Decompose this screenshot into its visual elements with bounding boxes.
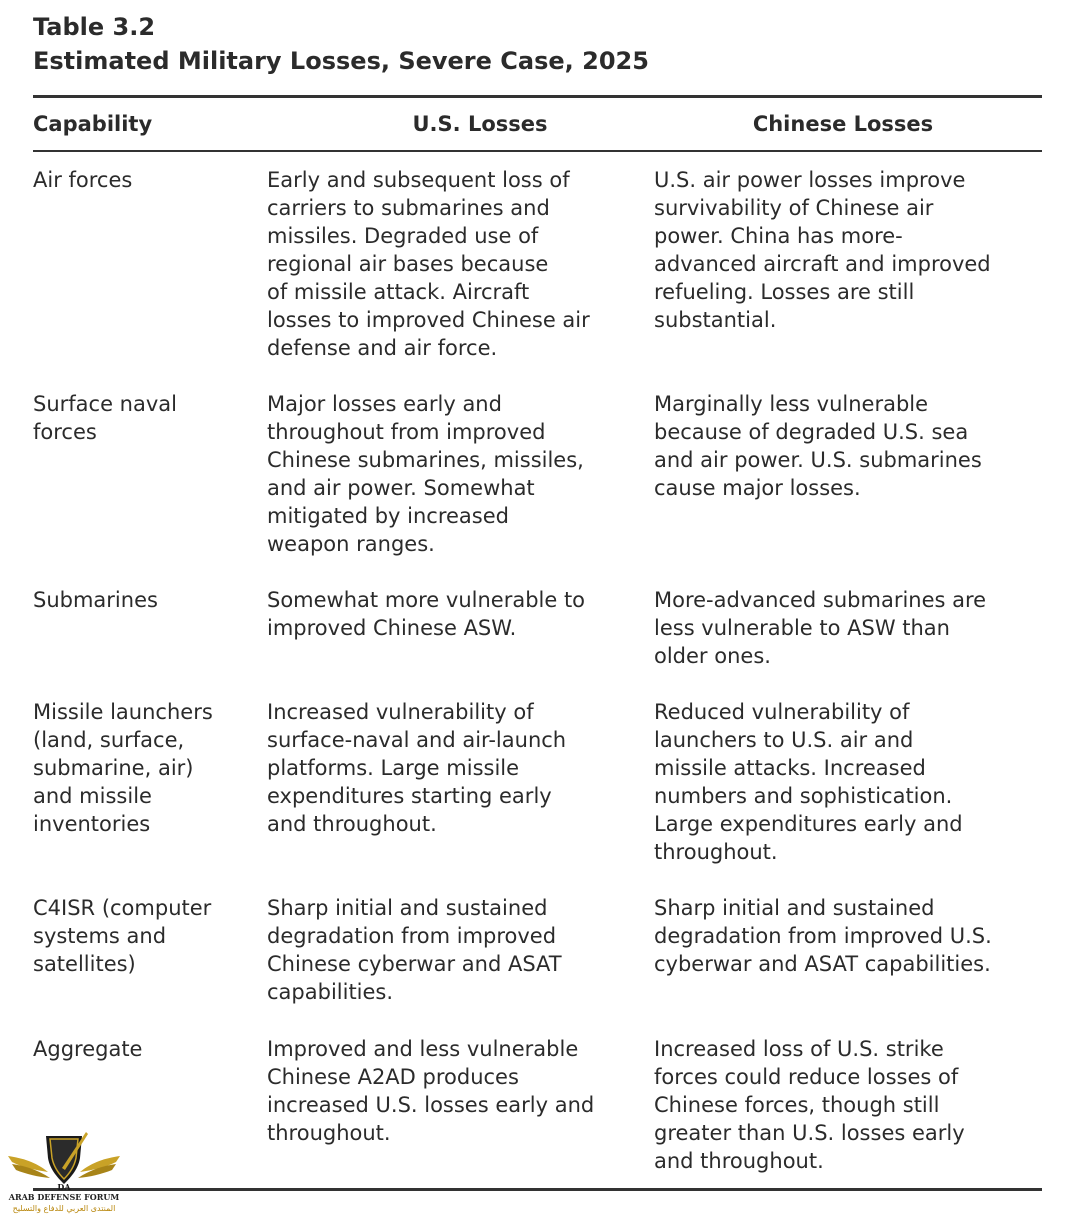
capability-cell: Aggregate: [33, 1037, 143, 1061]
chinese-losses-cell: Sharp initial and sustained degradation from improved U.S. cyberwar and ASAT capabilities.: [654, 896, 992, 976]
us-losses-cell: Major losses early and throughout from improved Chinese submarines, missiles, and air power. Somewhat mitigated by increased weapon ranges.: [267, 392, 584, 556]
table-caption: [33, 10, 1043, 78]
chinese-losses-cell: U.S. air power losses improve survivability of Chinese air power. China has more- advanced aircraft and improved refueling. Losses are still substantial.: [654, 168, 991, 332]
table-number: Table 3.2: [33, 13, 156, 41]
watermark-name-en: ARAB DEFENSE FORUM: [8, 1192, 120, 1202]
us-losses-cell: Somewhat more vulnerable to improved Chinese ASW.: [267, 588, 586, 640]
forum-watermark-logo: [2, 1128, 126, 1218]
table-header-row: [33, 98, 1042, 150]
header-chinese-losses: Chinese Losses: [752, 112, 934, 136]
chinese-losses-cell: Reduced vulnerability of launchers to U.S. air and missile attacks. Increased numbers and sophistication. Large expenditures early and throughout.: [654, 700, 963, 864]
bottom-rule: [33, 1188, 1042, 1191]
svg-text:DA: DA: [57, 1182, 71, 1192]
capability-cell: Missile launchers (land, surface, submarine, air) and missile inventories: [33, 700, 213, 836]
eagle-shield-icon: [2, 1128, 126, 1194]
capability-cell: Submarines: [33, 588, 158, 612]
chinese-losses-cell: Increased loss of U.S. strike forces could reduce losses of Chinese forces, though still greater than U.S. losses early and throughout.: [654, 1037, 965, 1173]
capability-cell: C4ISR (computer systems and satellites): [33, 896, 212, 976]
capability-cell: Surface naval forces: [33, 392, 177, 444]
capability-cell: Air forces: [33, 168, 133, 192]
header-rule: [33, 150, 1042, 152]
chinese-losses-cell: Marginally less vulnerable because of degraded U.S. sea and air power. U.S. submarines cause major losses.: [654, 392, 982, 500]
chinese-losses-cell: More-advanced submarines are less vulnerable to ASW than older ones.: [654, 588, 987, 668]
us-losses-cell: Improved and less vulnerable Chinese A2AD produces increased U.S. losses early and throughout.: [267, 1037, 595, 1145]
header-us-losses: U.S. Losses: [412, 112, 548, 136]
table-title: Estimated Military Losses, Severe Case, 2025: [33, 47, 649, 75]
header-capability: Capability: [33, 112, 153, 136]
us-losses-cell: Increased vulnerability of surface-naval and air-launch platforms. Large missile expenditures starting early and throughout.: [267, 700, 567, 836]
watermark-name-ar: المنتدى العربي للدفاع والتسليح: [12, 1204, 116, 1213]
us-losses-cell: Early and subsequent loss of carriers to submarines and missiles. Degraded use of regional air bases because of missile attack. Aircraft losses to improved Chinese air defense and air force.: [267, 168, 590, 360]
us-losses-cell: Sharp initial and sustained degradation from improved Chinese cyberwar and ASAT capabilities.: [267, 896, 562, 1004]
